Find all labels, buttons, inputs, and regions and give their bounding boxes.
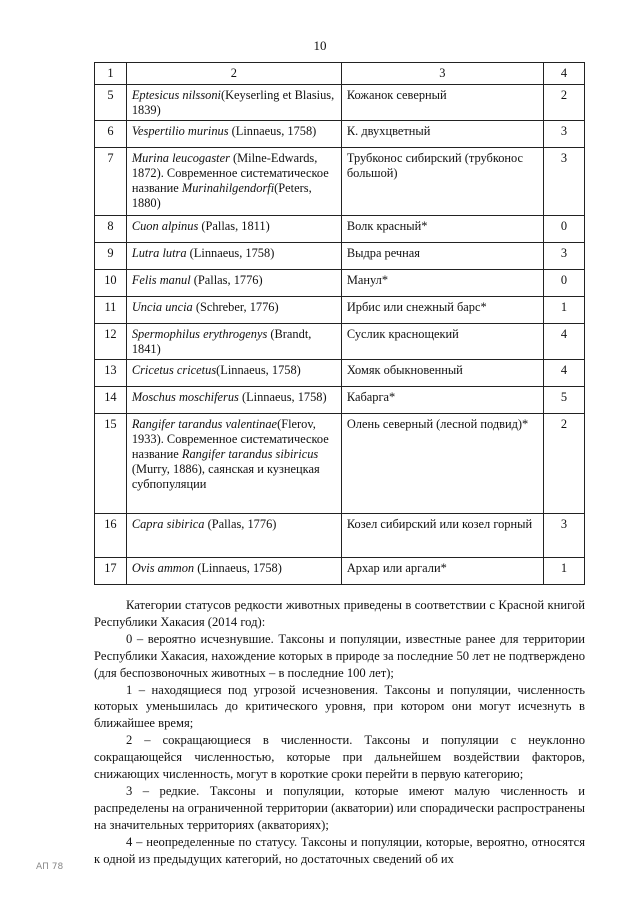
category-cell — [543, 324, 584, 360]
row-number-cell — [95, 514, 127, 558]
row-number-cell — [95, 243, 127, 270]
row-number: 10 — [104, 273, 117, 287]
latin-name: Ovis ammon — [131, 561, 195, 575]
paragraph-category-0: 0 – вероятно исчезнувшие. Таксоны и популяции, известные ранее для территории Республики Хакасия, нахождение которых в природе за последние 50 лет не подтверждено (для беспозвоночных животных – в последние 100 лет); — [94, 631, 585, 680]
status-category: 3 — [560, 151, 568, 165]
status-category: 3 — [560, 124, 568, 138]
russian-name: Манул* — [346, 273, 389, 287]
row-number: 17 — [104, 561, 117, 575]
latin-name-cell — [126, 414, 341, 514]
latin-name-cell — [126, 243, 341, 270]
latin-name-cell — [126, 297, 341, 324]
russian-name-cell — [341, 387, 543, 414]
status-category: 5 — [560, 390, 568, 404]
page-number: 10 — [313, 38, 327, 53]
margin-mark: АП 78 — [36, 862, 64, 872]
row-number-cell — [95, 297, 127, 324]
table-row — [95, 148, 585, 216]
header-cell-russian-name: 3 — [341, 63, 543, 85]
row-number: 8 — [107, 219, 114, 233]
russian-name: Трубконос сибирский (трубконос большой) — [346, 151, 524, 180]
russian-name: Ирбис или снежный барс* — [346, 300, 487, 314]
latin-name-cell — [126, 514, 341, 558]
russian-name-cell — [341, 85, 543, 121]
latin-name-authority: (Flerov, 1933). Современное систематическое название — [131, 417, 329, 461]
status-category: 4 — [560, 327, 568, 341]
row-number-cell — [95, 216, 127, 243]
row-number: 6 — [107, 124, 114, 138]
table-row — [95, 85, 585, 121]
row-number-cell — [95, 414, 127, 514]
table-row — [95, 121, 585, 148]
status-category: 3 — [560, 246, 568, 260]
category-definitions — [94, 597, 585, 868]
row-number: 14 — [104, 390, 117, 404]
russian-name-cell — [341, 243, 543, 270]
category-cell — [543, 121, 584, 148]
table-row — [95, 514, 585, 558]
table-body — [95, 85, 585, 585]
latin-name: Rangifer tarandus valentinae — [131, 417, 278, 431]
russian-name-cell — [341, 121, 543, 148]
latin-name-authority: (Schreber, 1776) — [192, 300, 279, 314]
row-number-cell — [95, 148, 127, 216]
row-number: 5 — [107, 88, 114, 102]
latin-name: Vespertilio murinus — [131, 124, 229, 138]
russian-name-cell — [341, 558, 543, 585]
table-row — [95, 216, 585, 243]
russian-name: К. двухцветный — [346, 124, 431, 138]
header-cell-number: 1 — [95, 63, 127, 85]
row-number: 9 — [107, 246, 114, 260]
row-number: 12 — [104, 327, 117, 341]
latin-name-cell — [126, 85, 341, 121]
latin-name: Moschus moschiferus — [131, 390, 239, 404]
latin-name-cell — [126, 148, 341, 216]
table-row — [95, 243, 585, 270]
russian-name-cell — [341, 360, 543, 387]
row-number: 11 — [104, 300, 117, 314]
status-category: 2 — [560, 417, 568, 431]
russian-name: Архар или аргали* — [346, 561, 447, 575]
status-category: 0 — [560, 219, 568, 233]
latin-name-cell — [126, 216, 341, 243]
row-number-cell — [95, 85, 127, 121]
table-row — [95, 270, 585, 297]
status-category: 1 — [560, 561, 568, 575]
russian-name: Кожанок северный — [346, 88, 447, 102]
latin-name-cell — [126, 387, 341, 414]
category-cell — [543, 558, 584, 585]
row-number-cell — [95, 121, 127, 148]
russian-name-cell — [341, 297, 543, 324]
latin-name-authority: (Linnaeus, 1758) — [238, 390, 327, 404]
row-number: 7 — [107, 151, 114, 165]
category-cell — [543, 387, 584, 414]
header-cell-category: 4 — [543, 63, 584, 85]
russian-name: Хомяк обыкновенный — [346, 363, 463, 377]
species-table — [94, 62, 585, 585]
row-number: 15 — [104, 417, 117, 431]
row-number-cell — [95, 387, 127, 414]
paragraph-category-3: 3 – редкие. Таксоны и популяции, которые имеют малую численность и распределены на ограниченной территории (акватории) или спорадически распространены на значительных территориях (акваториях); — [94, 783, 585, 832]
category-cell — [543, 414, 584, 514]
latin-name: Felis manul — [131, 273, 191, 287]
latin-name-authority: (Pallas, 1811) — [198, 219, 270, 233]
status-category: 0 — [560, 273, 568, 287]
status-category: 2 — [560, 88, 568, 102]
table-row — [95, 360, 585, 387]
table-row — [95, 324, 585, 360]
russian-name: Кабарга* — [346, 390, 396, 404]
russian-name: Выдра речная — [346, 246, 420, 260]
table-row — [95, 414, 585, 514]
status-category: 1 — [560, 300, 568, 314]
status-category: 3 — [560, 517, 568, 531]
russian-name-cell — [341, 514, 543, 558]
russian-name-cell — [341, 270, 543, 297]
paragraph-intro: Категории статусов редкости животных приведены в соответствии с Красной книгой Республики Хакасия (2014 год): — [94, 598, 585, 629]
latin-name-authority: (Pallas, 1776) — [204, 517, 277, 531]
russian-name: Козел сибирский или козел горный — [346, 517, 533, 531]
category-cell — [543, 360, 584, 387]
russian-name-cell — [341, 148, 543, 216]
paragraph-category-4: 4 – неопределенные по статусу. Таксоны и популяции, которые, вероятно, относятся к одной из предыдущих категорий, но достаточных сведений об их — [94, 834, 585, 866]
latin-name-authority: (Linnaeus, 1758) — [186, 246, 275, 260]
row-number: 13 — [104, 363, 117, 377]
row-number-cell — [95, 558, 127, 585]
latin-name-authority: (Linnaeus, 1758) — [194, 561, 282, 575]
latin-name: Cuon alpinus — [131, 219, 199, 233]
latin-name: Spermophilus erythrogenys — [131, 327, 268, 341]
russian-name: Волк красный* — [346, 219, 428, 233]
latin-name-cell — [126, 121, 341, 148]
russian-name-cell — [341, 324, 543, 360]
latin-name: Cricetus cricetus — [131, 363, 217, 377]
category-cell — [543, 85, 584, 121]
category-cell — [543, 243, 584, 270]
latin-name: Capra sibirica — [131, 517, 205, 531]
paragraph-category-1: 1 – находящиеся под угрозой исчезновения. Таксоны и популяции, численность которых уменьшилась до критического уровня, при котором они могут исчезнуть в ближайшее время; — [94, 682, 585, 731]
row-number: 16 — [104, 517, 117, 531]
latin-name-authority: (Linnaeus, 1758) — [228, 124, 317, 138]
category-cell — [543, 148, 584, 216]
row-number-cell — [95, 360, 127, 387]
table-header-row — [95, 63, 585, 85]
russian-name: Олень северный (лесной подвид)* — [346, 417, 529, 431]
latin-name-authority: (Brandt, 1841) — [131, 327, 312, 356]
latin-name-cell — [126, 324, 341, 360]
latin-name-modern-authority: (Peters, 1880) — [131, 181, 312, 210]
table-row — [95, 387, 585, 414]
latin-name: Eptesicus nilssoni — [131, 88, 221, 102]
latin-name: Uncia uncia — [131, 300, 193, 314]
latin-name-modern: Rangifer tarandus sibiricus — [181, 447, 319, 461]
latin-name-authority: (Keyserling et Blasius, 1839) — [131, 88, 335, 117]
russian-name-cell — [341, 414, 543, 514]
category-cell — [543, 514, 584, 558]
russian-name: Суслик краснощекий — [346, 327, 459, 341]
table-row — [95, 558, 585, 585]
latin-name: Murina leucogaster — [131, 151, 230, 165]
latin-name: Lutra lutra — [131, 246, 187, 260]
latin-name-modern-authority: (Murry, 1886), саянская и кузнецкая субпопуляции — [131, 462, 320, 491]
paragraph-category-2: 2 – сокращающиеся в численности. Таксоны и популяции с неуклонно сокращающейся численностью, которые при дальнейшем воздействии факторов, снижающих численность, могут в короткие сроки перейти в первую категорию; — [94, 733, 585, 782]
category-cell — [543, 270, 584, 297]
table-row — [95, 297, 585, 324]
latin-name-cell — [126, 360, 341, 387]
row-number-cell — [95, 270, 127, 297]
row-number-cell — [95, 324, 127, 360]
latin-name-modern: Murinahilgendorfi — [181, 181, 275, 195]
header-cell-latin-name: 2 — [126, 63, 341, 85]
russian-name-cell — [341, 216, 543, 243]
latin-name-cell — [126, 558, 341, 585]
latin-name-cell — [126, 270, 341, 297]
category-cell — [543, 216, 584, 243]
latin-name-authority: (Linnaeus, 1758) — [216, 363, 301, 377]
status-category: 4 — [560, 363, 568, 377]
latin-name-authority: (Milne-Edwards, 1872). Современное систематическое название — [131, 151, 329, 195]
category-cell — [543, 297, 584, 324]
latin-name-authority: (Pallas, 1776) — [190, 273, 263, 287]
